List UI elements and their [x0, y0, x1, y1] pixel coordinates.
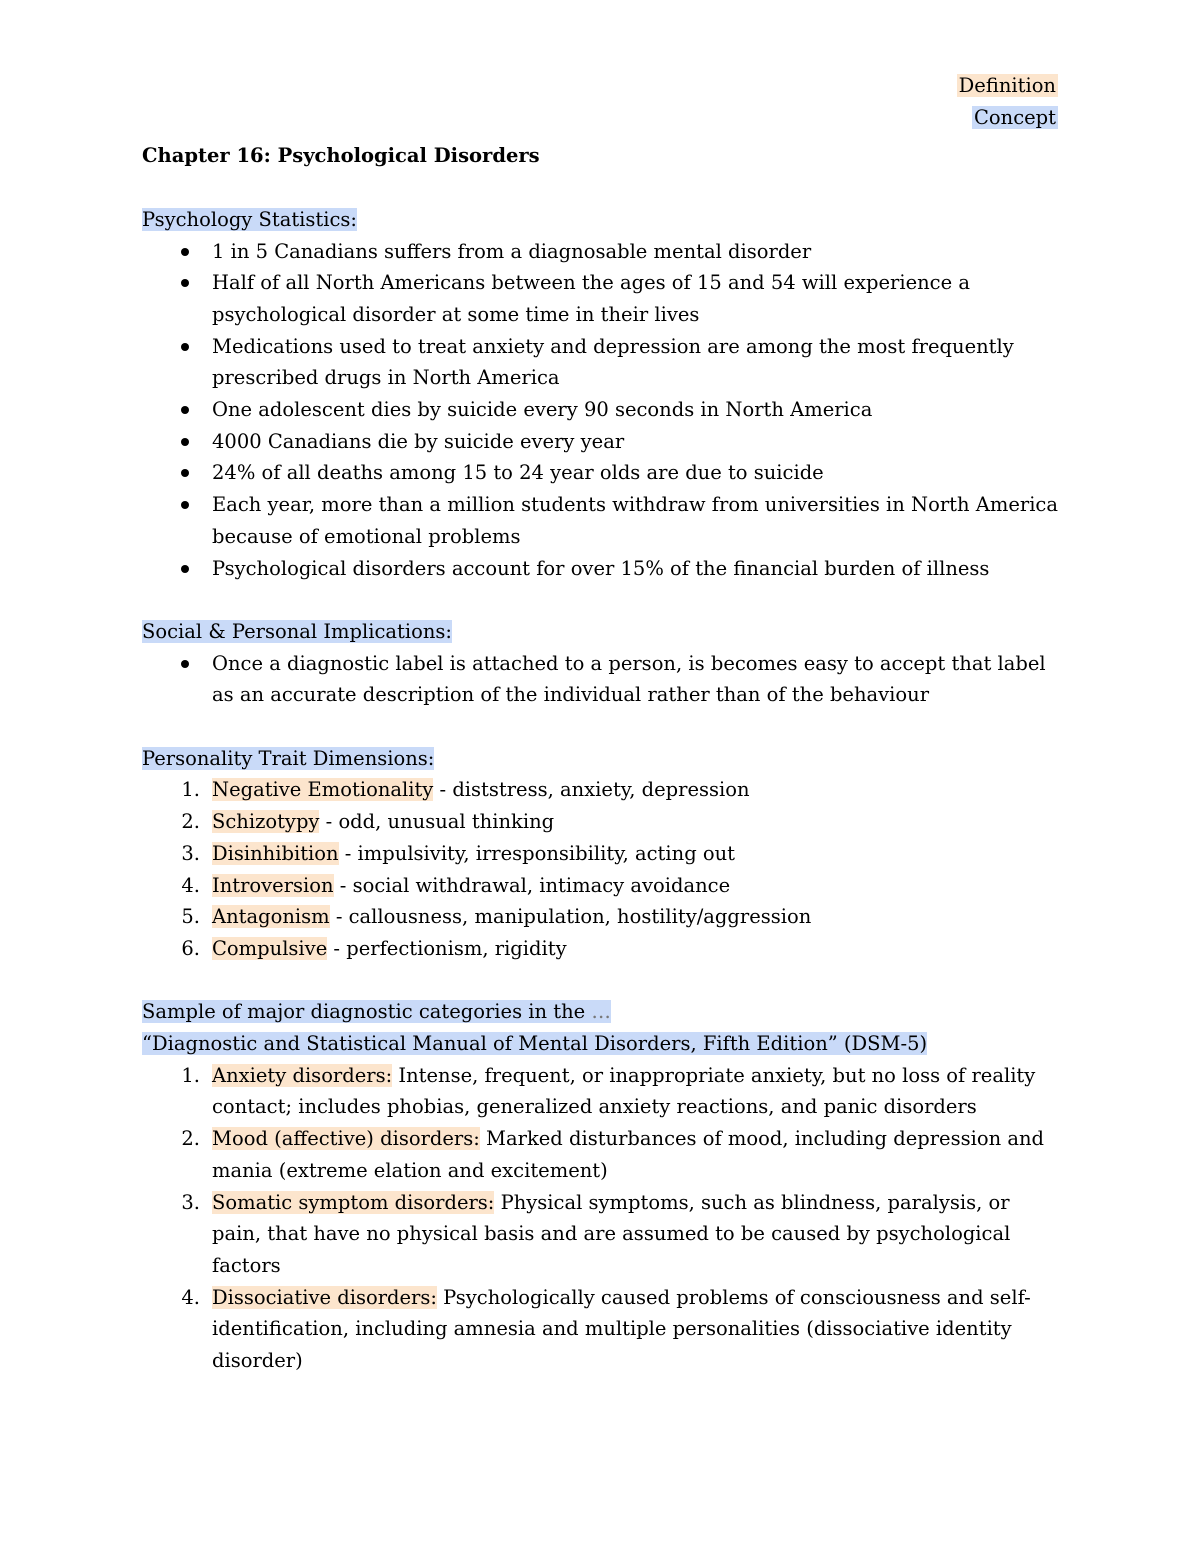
list-item: Medications used to treat anxiety and depression are among the most frequently prescribed drugs in North America [142, 331, 1058, 394]
highlight-legend [142, 70, 1058, 133]
disorder-description: Psychologically caused problems of consciousness and self-identification, including amnesia and multiple personalities (dissociative identity disorder) [212, 1285, 1031, 1373]
item-number: 3. [181, 1190, 200, 1214]
legend-definition: Definition [958, 74, 1056, 97]
item-number: 1. [181, 778, 200, 802]
list-item [142, 901, 1058, 933]
dsm-list [142, 1060, 1058, 1377]
implications-list [142, 648, 1058, 711]
disorder-term: Somatic symptom disorders: [212, 1190, 495, 1214]
item-number: 4. [181, 1285, 200, 1309]
trait-term: Schizotypy [212, 810, 320, 834]
dsm-heading-line1: Sample of major diagnostic categories in the [142, 1000, 592, 1024]
traits-list [142, 774, 1058, 964]
list-item: Each year, more than a million students withdraw from universities in North America because of emotional problems [142, 489, 1058, 552]
dsm-heading-line2-row [142, 1028, 1058, 1060]
item-number: 5. [181, 905, 200, 929]
trait-description: - perfectionism, rigidity [327, 936, 567, 960]
trait-description: - social withdrawal, intimacy avoidance [333, 873, 731, 897]
disorder-description: Intense, frequent, or inappropriate anxiety, but no loss of reality contact; includes phobias, generalized anxiety reactions, and panic disorders [212, 1063, 1036, 1119]
list-item: Half of all North Americans between the ages of 15 and 54 will experience a psychological disorder at some time in their lives [142, 267, 1058, 330]
trait-description: - odd, unusual thinking [319, 810, 555, 834]
list-item [142, 1123, 1058, 1186]
disorder-term: Mood (affective) disorders: [212, 1127, 480, 1151]
disorder-term: Anxiety disorders: [212, 1063, 393, 1087]
trait-term: Introversion [212, 873, 334, 897]
dsm-heading-ellipsis: … [591, 1000, 611, 1024]
statistics-list [142, 236, 1058, 585]
item-number: 4. [181, 873, 200, 897]
page-title: Chapter 16: Psychological Disorders [142, 144, 540, 168]
implications-heading: Social & Personal Implications: [142, 619, 452, 643]
list-item [142, 870, 1058, 902]
item-number: 2. [181, 1127, 200, 1151]
trait-description: - callousness, manipulation, hostility/aggression [329, 905, 812, 929]
list-item: 1 in 5 Canadians suffers from a diagnosable mental disorder [142, 236, 1058, 268]
list-item: One adolescent dies by suicide every 90 seconds in North America [142, 394, 1058, 426]
disorder-term: Dissociative disorders: [212, 1285, 437, 1309]
trait-description: - impulsivity, irresponsibility, acting out [338, 841, 736, 865]
list-item [142, 838, 1058, 870]
list-item [142, 933, 1058, 965]
disorder-description: Physical symptoms, such as blindness, paralysis, or pain, that have no physical basis and are assumed to be caused by psychological factors [212, 1190, 1011, 1277]
statistics-heading: Psychology Statistics: [142, 207, 357, 231]
list-item: 4000 Canadians die by suicide every year [142, 426, 1058, 458]
dsm-heading [142, 996, 1058, 1028]
trait-term: Negative Emotionality [212, 778, 434, 802]
item-number: 3. [181, 841, 200, 865]
item-number: 2. [181, 810, 200, 834]
list-item [142, 1060, 1058, 1123]
disorder-description: Marked disturbances of mood, including depression and mania (extreme elation and excitement) [212, 1127, 1045, 1182]
dsm-heading-line2: “Diagnostic and Statistical Manual of Mental Disorders, Fifth Edition” (DSM-5) [142, 1032, 928, 1056]
legend-concept: Concept [974, 105, 1056, 129]
list-item: Psychological disorders account for over 15% of the financial burden of illness [142, 553, 1058, 585]
item-number: 1. [181, 1063, 200, 1087]
list-item [142, 774, 1058, 806]
list-item [142, 806, 1058, 838]
item-number: 6. [181, 936, 200, 960]
trait-term: Disinhibition [212, 841, 339, 865]
trait-description: - diststress, anxiety, depression [433, 778, 750, 802]
trait-term: Antagonism [212, 905, 330, 929]
list-item: 24% of all deaths among 15 to 24 year olds are due to suicide [142, 457, 1058, 489]
traits-heading: Personality Trait Dimensions: [142, 746, 435, 770]
list-item: Once a diagnostic label is attached to a person, is becomes easy to accept that label as an accurate description of the individual rather than of the behaviour [142, 648, 1058, 711]
list-item [142, 1187, 1058, 1282]
trait-term: Compulsive [212, 936, 328, 960]
list-item [142, 1282, 1058, 1377]
